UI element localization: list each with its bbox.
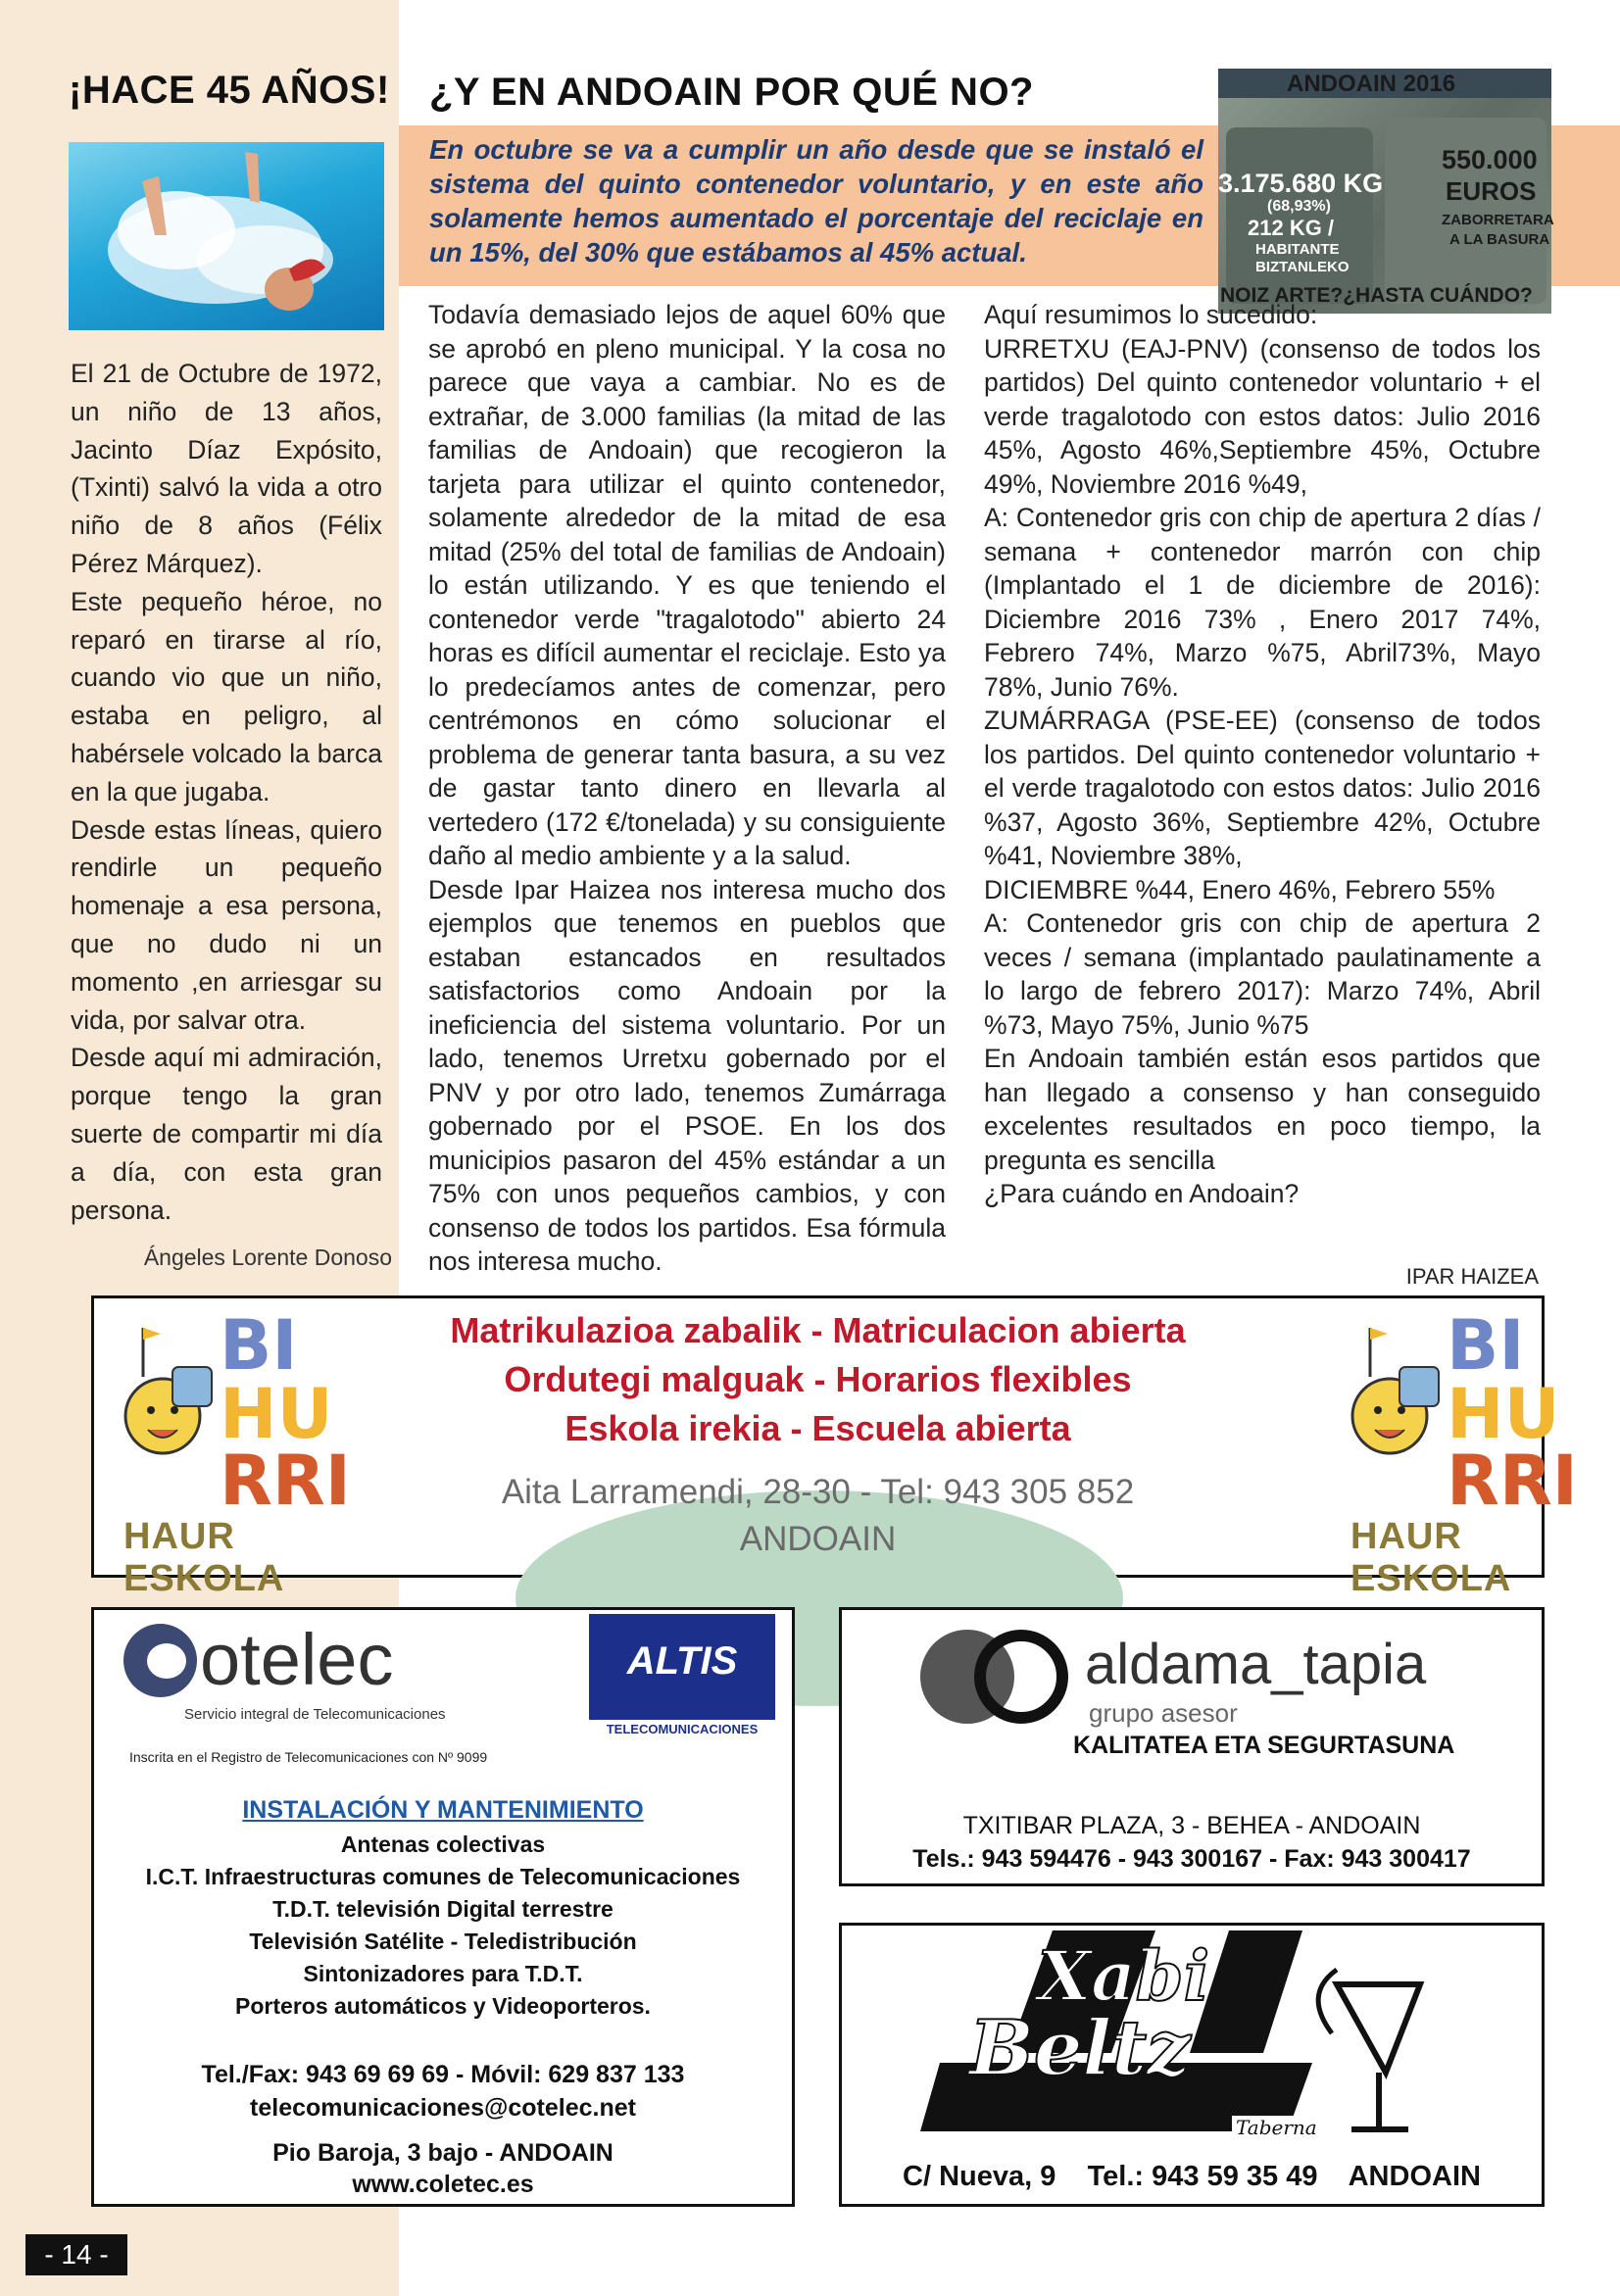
cotelec-phone: Tel./Fax: 943 69 69 69 - Móvil: 629 837 133 — [201, 2061, 685, 2088]
aldama-slogan: KALITATEA ETA SEGURTASUNA — [1073, 1732, 1455, 1759]
xabi-logo-line1: Xabi — [1038, 1935, 1210, 2017]
logo-letters-hu: HU — [220, 1374, 333, 1454]
ad-address: Aita Larramendi, 28-30 - Tel: 943 305 852 — [501, 1473, 1135, 1511]
logo-subtitle: HAUR ESKOLA — [123, 1516, 285, 1599]
article-paragraph: Desde Ipar Haizea nos interesa mucho dos ejemplos que tenemos en pueblos que estaban estancados en resultados satisfactorios como Andoain por la ineficiencia del sistema voluntario. Por un lado, tenemos Urretxu gobernado por el PNV y por otro lado, tenemos Zumárraga gobernado por el PSOE. En los dos municipios pasaron del 45% estándar a un 75% con unos pequeños cambios, y con consenso de todos los partidos. Esa fórmula nos interesa mucho. — [428, 874, 946, 1276]
bihurri-logo-right — [1331, 1298, 1578, 1599]
aldama-ring-icon — [974, 1630, 1068, 1724]
containers-photo — [1218, 69, 1554, 314]
left-paragraph: El 21 de Octubre de 1972, un niño de 13 años, Jacinto Díaz Expósito, (Txinti) salvó la vida a otro niño de 8 años (Félix Pérez Márquez). — [71, 359, 382, 578]
cotelec-services-title: INSTALACIÓN Y MANTENIMIENTO — [242, 1796, 644, 1824]
photo-per: 212 KG / — [1248, 216, 1335, 240]
ad-town: ANDOAIN — [739, 1520, 897, 1558]
cotelec-tagline: Servicio integral de Telecomunicaciones — [184, 1706, 446, 1723]
altis-brand: ALTIS — [626, 1639, 738, 1683]
aldama-brand: aldama_tapia — [1085, 1633, 1427, 1696]
logo-letters-rri: RRI — [220, 1441, 351, 1521]
photo-zab: ZABORRETARA — [1442, 212, 1554, 228]
ad-line-3: Eskola irekia - Escuela abierta — [565, 1408, 1071, 1448]
article-paragraph: ZUMÁRRAGA (PSE-EE) (consenso de todos los partidos. Del quinto contenedor voluntario + el verde tragalotodo con estos datos: Julio 2016 %37, Agosto 36%, Septiembre 42%, Octubre %41, Noviembre 38%, — [984, 706, 1541, 870]
left-heading: ¡HACE 45 AÑOS! — [69, 69, 390, 112]
article-paragraph: DICIEMBRE %44, Enero 46%, Febrero 55% — [984, 874, 1496, 904]
logo-letters-bi: BI — [1447, 1305, 1525, 1386]
article-paragraph: URRETXU (EAJ-PNV) (consenso de todos los partidos) Del quinto contenedor voluntario + el verde tragalotodo con estos datos: Julio 2016 45%, Agosto 46%,Septiembre 45%, Octubre 49%, Noviembre 2016 %49, — [984, 333, 1541, 499]
xabi-taberna: Taberna — [1232, 2116, 1321, 2139]
xabi-logo-line2: Beltz — [969, 2004, 1191, 2093]
photo-euros-num: 550.000 — [1442, 145, 1538, 174]
ad-line-2: Ordutegi malguak - Horarios flexibles — [504, 1359, 1132, 1399]
article-paragraph: A: Contenedor gris con chip de apertura 2 veces / semana (implantado paulatinamente a lo largo de febrero 2017): Marzo 74%, Abril %73, Mayo 75%, Junio %75 — [984, 908, 1541, 1040]
cotelec-registry: Inscrita en el Registro de Telecomunicaciones con Nº 9099 — [129, 1749, 488, 1765]
left-article-body — [71, 355, 382, 1229]
article-paragraph: Aquí resumimos lo sucedido: — [984, 300, 1318, 329]
photo-caption-bottom: NOIZ ARTE?¿HASTA CUÁNDO? — [1220, 284, 1533, 307]
logo-subtitle: HAUR ESKOLA — [1350, 1516, 1512, 1599]
article-paragraph: Todavía demasiado lejos de aquel 60% que se aprobó en pleno municipal. Y la cosa no parece que vaya a cambiar. No es de extrañar, de 3.000 familias (la mitad de las familias de Andoain) que recogieron la tarjeta para utilizar el quinto contenedor, solamente alrededor de la mitad de esa mitad (25% del total de familias de Andoain) lo están utilizando. Y es que teniendo el contenedor verde "tragalotodo" abierto 24 horas es difícil aumentar el reciclaje. Esto ya lo predecíamos antes de comenzar, pero centrémonos en cómo solucionar el problema de generar tanta basura, a su vez de gastar tanto dinero en llevarla al vertedero (172 €/tonelada) y su consiguiente daño al medio ambiente y a la salud. — [428, 300, 946, 870]
xabi-beltz-ad — [839, 1923, 1545, 2207]
article-heading: ¿Y EN ANDOAIN POR QUÉ NO? — [429, 71, 1034, 114]
aldama-tapia-ad — [839, 1607, 1545, 1886]
logo-letters-bi: BI — [220, 1305, 298, 1386]
altis-sub: TELECOMUNICACIONES — [606, 1722, 759, 1736]
cotelec-c-icon — [123, 1624, 197, 1697]
service-item: Antenas colectivas — [340, 1832, 546, 1857]
xabi-address: C/ Nueva, 9 Tel.: 943 59 35 49 ANDOAIN — [903, 2161, 1481, 2192]
service-item: Televisión Satélite - Teledistribución — [249, 1929, 637, 1954]
logo-letters-hu: HU — [1447, 1374, 1560, 1454]
photo-caption-top: ANDOAIN 2016 — [1287, 71, 1456, 97]
left-paragraph: Desde estas líneas, quiero rendirle un pequeño homenaje a esa persona, que no dudo ni un momento ,en arriesgar su vida, por salvar otra. — [71, 814, 382, 1035]
article-paragraph: A: Contenedor gris con chip de apertura 2 días / semana + contenedor marrón con chip (Implantado el 1 de diciembre de 2016): Diciembre 2016 73% , Enero 2017 74%, Febrero 74%, Marzo %75, Abril73%, Mayo 78%, Junio 76%. — [984, 503, 1541, 702]
article-column-3 — [984, 298, 1541, 1211]
article-lead: En octubre se va a cumplir un año desde que se instaló el sistema del quinto contenedor voluntario, y en este año solamente hemos aumentado el porcentaje del reciclaje en un 15%, del 30% que estábamos al 45% actual. — [429, 134, 1203, 268]
service-item: Sintonizadores para T.D.T. — [303, 1961, 583, 1986]
article-paragraph: En Andoain también están esos partidos que han llegado a consenso y han conseguido excelentes resultados en poco tiempo, la pregunta es sencilla — [984, 1044, 1541, 1175]
photo-basura: A LA BASURA — [1449, 231, 1550, 248]
photo-euros: EUROS — [1446, 176, 1537, 206]
service-item: I.C.T. Infraestructuras comunes de Telecomunicaciones — [145, 1864, 741, 1889]
article-paragraph: ¿Para cuándo en Andoain? — [984, 1179, 1300, 1208]
photo-hab: HABITANTE — [1255, 241, 1340, 258]
cotelec-ad — [91, 1607, 795, 2207]
altis-logo — [589, 1614, 775, 1720]
aldama-sub: grupo asesor — [1089, 1698, 1238, 1728]
cotelec-email: telecomunicaciones@cotelec.net — [250, 2094, 636, 2122]
photo-pct: (68,93%) — [1267, 198, 1331, 215]
photo-biz: BIZTANLEKO — [1255, 259, 1350, 275]
article-column-2 — [428, 298, 946, 1279]
cotelec-web: www.coletec.es — [352, 2171, 534, 2198]
aldama-address: TXITIBAR PLAZA, 3 - BEHEA - ANDOAIN — [962, 1812, 1421, 1839]
left-paragraph: Desde aquí mi admiración, porque tengo la gran suerte de compartir mi día a día, con esta gran persona. — [71, 1043, 382, 1225]
logo-letters-rri: RRI — [1447, 1441, 1578, 1521]
service-item: T.D.T. televisión Digital terrestre — [272, 1896, 614, 1922]
page-number: - 14 - — [25, 2234, 127, 2275]
aldama-phones: Tels.: 943 594476 - 943 300167 - Fax: 943 300417 — [912, 1845, 1471, 1873]
cotelec-brand: otelec — [200, 1619, 394, 1700]
left-paragraph: Este pequeño héroe, no reparó en tirarse al río, cuando vio que un niño, estaba en peligro, al habérsele volcado la barca en la que jugaba. — [71, 586, 382, 806]
bihurri-ad — [91, 1295, 1578, 1599]
swimmer-photo — [69, 142, 384, 330]
ad-line-1: Matrikulazioa zabalik - Matriculacion abierta — [450, 1310, 1186, 1350]
left-signature: Ángeles Lorente Donoso — [143, 1245, 392, 1270]
cotelec-address: Pio Baroja, 3 bajo - ANDOAIN — [272, 2139, 614, 2167]
service-item: Porteros automáticos y Videoporteros. — [235, 1993, 651, 2019]
photo-kg: 3.175.680 KG — [1218, 169, 1384, 198]
article-signature: IPAR HAIZEA — [1405, 1264, 1539, 1289]
